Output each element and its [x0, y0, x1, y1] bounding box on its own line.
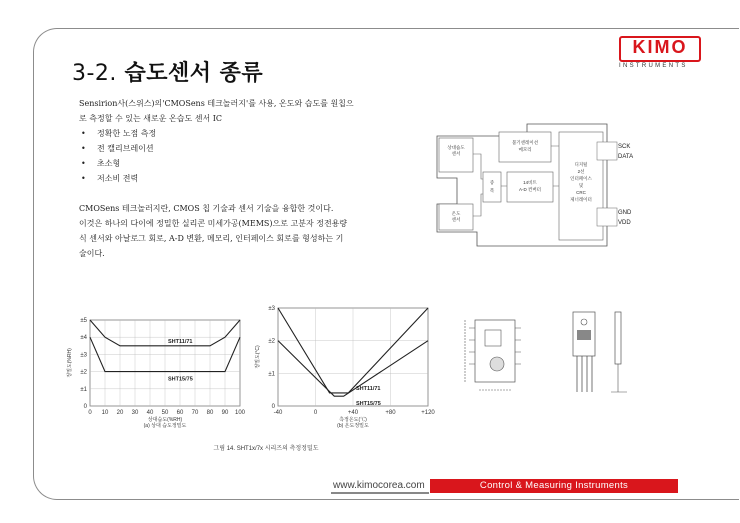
chart-caption: 그림 14. SHT1x/7x 시리즈의 측정정밀도	[213, 446, 319, 452]
chart-temp-accuracy	[254, 306, 435, 429]
y-axis-label: 정밀도(%RH)	[67, 348, 73, 378]
y-tick-label: ±4	[80, 335, 87, 342]
y-tick-label: ±5	[80, 318, 87, 324]
footer-tagline: Control & Measuring Instruments	[479, 480, 629, 491]
x-tick-label: +80	[385, 410, 396, 416]
series-label: SHT15/75	[356, 401, 381, 408]
x-tick-label: -40	[273, 410, 283, 416]
x-tick-label: 70	[191, 410, 199, 416]
feature-list	[79, 126, 409, 186]
block-diagram	[437, 124, 637, 246]
kimo-logo	[619, 36, 699, 68]
y-tick-label: ±3	[80, 352, 87, 359]
x-tick-label: 0	[313, 410, 318, 416]
humidity-sensor-label-1: 상대습도	[447, 145, 465, 150]
y-axis-label: 정밀도(°C)	[255, 345, 261, 369]
intro-line-2: 로 측정할 수 있는 새로운 온습도 센서 IC	[79, 114, 223, 123]
x-tick-label: 0	[88, 410, 92, 416]
series-label: SHT11/71	[168, 338, 193, 345]
x-tick-label: +40	[347, 410, 359, 416]
y-tick-label: ±2	[268, 338, 275, 345]
para-line-4: 술이다.	[79, 249, 105, 258]
y-tick-label: 0	[271, 404, 275, 410]
adc-label-1: 14비트	[523, 180, 537, 185]
chart-humidity-accuracy	[66, 318, 246, 429]
digital-label-4: 및	[578, 183, 584, 188]
package-drawings	[455, 298, 675, 418]
chart-subtitle: (b) 온도정밀도	[337, 423, 369, 429]
temp-sensor-label-1: 온도	[451, 211, 461, 216]
footer-bar	[430, 479, 678, 493]
digital-label-1: 디지털	[574, 162, 588, 167]
temp-sensor-label-2: 센서	[451, 217, 461, 222]
pin-sck: SCK	[618, 144, 631, 150]
amp-label-2: 폭	[489, 188, 495, 193]
x-tick-label: 100	[234, 410, 246, 416]
feature-item: • 전 캘리브레이션	[79, 141, 409, 156]
series-label: SHT11/71	[356, 385, 381, 392]
chart-subtitle: (a) 상대 습도정밀도	[143, 423, 187, 429]
x-tick-label: 40	[146, 410, 154, 416]
pin-gnd: GND	[618, 210, 632, 216]
x-tick-label: 90	[221, 410, 229, 416]
x-tick-label: +120	[421, 410, 435, 416]
digital-label-3: 인터페이스	[570, 176, 592, 181]
x-tick-label: 20	[116, 410, 124, 416]
feature-item: • 정확한 노점 측정	[79, 126, 409, 141]
body-text	[79, 96, 409, 261]
x-tick-label: 10	[101, 410, 109, 416]
y-tick-label: ±2	[80, 369, 87, 376]
x-tick-label: 30	[131, 410, 139, 416]
accuracy-charts	[67, 304, 446, 454]
y-tick-label: ±1	[268, 371, 275, 378]
digital-label-2: 2선	[577, 169, 585, 174]
series-label: SHT15/75	[168, 376, 193, 383]
para-line-1: CMOSens 테크놀러지란, CMOS 칩 기술과 센서 기술을 융합한 것이다.	[79, 204, 334, 213]
logo-word: KIMO	[632, 37, 688, 57]
y-tick-label: 0	[83, 404, 87, 410]
digital-label-5: CRC	[576, 190, 586, 195]
intro-line-1: Sensirion사(스위스)의'CMOSens 테크놀러지'를 사용, 온도와 습도를 원칩으	[79, 99, 354, 108]
adc-label-2: A-D 컨버터	[518, 187, 542, 192]
feature-item: • 초소형	[79, 156, 409, 171]
title-text: 습도센서 종류	[124, 61, 264, 86]
x-tick-label: 50	[161, 410, 169, 416]
footer-url[interactable]: www.kimocorea.com	[333, 480, 425, 491]
page-title	[72, 56, 263, 87]
title-number: 3-2.	[72, 61, 117, 86]
heater-label-1: 불기센레이션	[511, 140, 539, 145]
humidity-sensor-label-2: 센서	[451, 151, 461, 156]
package-body	[475, 320, 515, 382]
x-axis-label: 측정온도(℃)	[339, 417, 367, 423]
logo-sub: INSTRUMENTS	[619, 63, 688, 69]
x-axis-label: 상대습도(%RH)	[147, 417, 183, 423]
pin-data: DATA	[618, 154, 634, 160]
x-tick-label: 80	[206, 410, 214, 416]
pin-vdd: VDD	[618, 220, 631, 226]
digital-label-6: 제너레이터	[570, 197, 592, 202]
feature-item: • 저소비 전력	[79, 171, 409, 186]
x-tick-label: 60	[176, 410, 184, 416]
y-tick-label: ±1	[80, 386, 87, 393]
heater-label-2: 메모리	[518, 147, 532, 152]
y-tick-label: ±3	[268, 306, 275, 312]
para-line-2: 이것은 하나의 다이에 정밀한 실리콘 미세가공(MEMS)으로 고분자 정전용량	[79, 219, 348, 228]
para-line-3: 식 센서와 아날로그 회로, A-D 변환, 메모리, 인터페이스 회로를 형성하는 기	[79, 234, 344, 243]
amp-label-1: 증	[489, 180, 495, 185]
